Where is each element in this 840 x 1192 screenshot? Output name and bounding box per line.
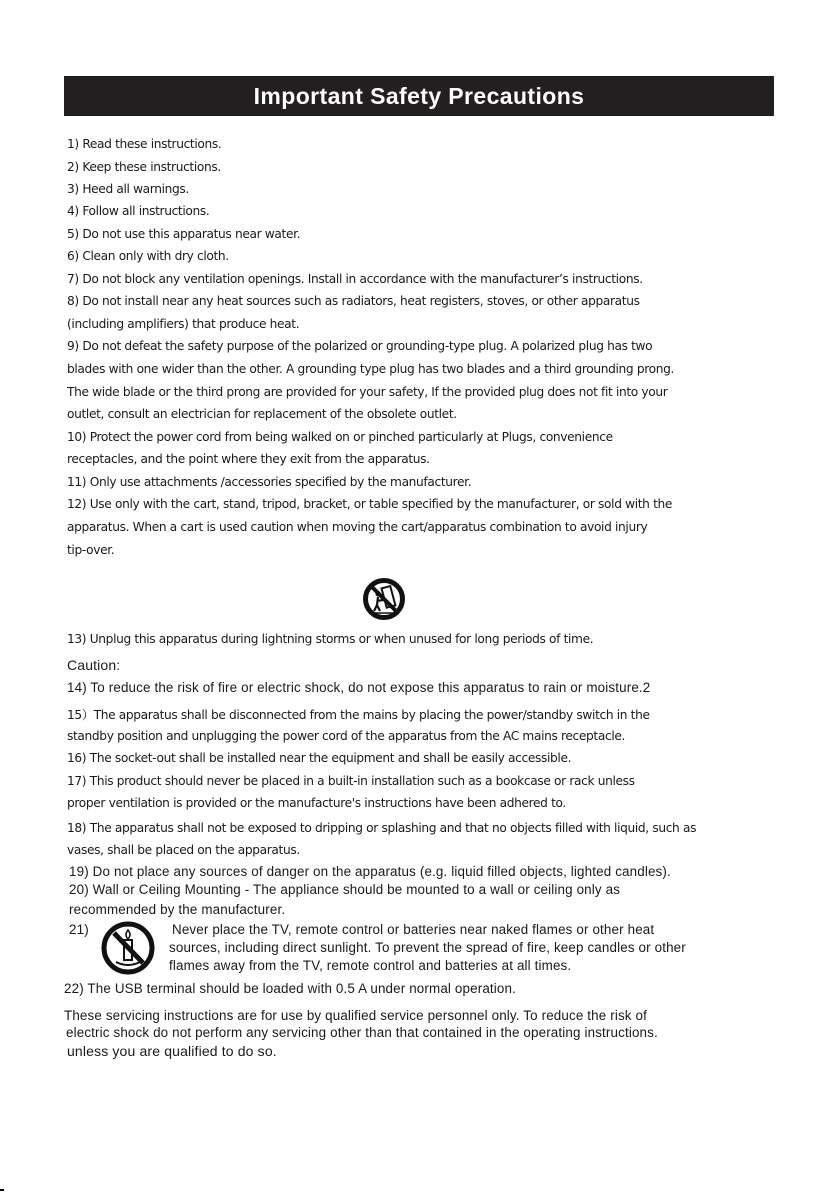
- list-item: Never place the TV, remote control or batteries near naked flames or other heat: [172, 922, 655, 937]
- page-corner-mark: [0, 1189, 4, 1191]
- list-item: 5) Do not use this apparatus near water.: [67, 227, 301, 241]
- no-cart-tipover-icon: [362, 577, 406, 621]
- no-candle-flame-icon: [100, 920, 156, 976]
- list-item: 1) Read these instructions.: [67, 137, 222, 151]
- list-item: tip-over.: [67, 543, 115, 557]
- list-item: 11) Only use attachments /accessories specified by the manufacturer.: [67, 475, 472, 489]
- list-item: outlet, consult an electrician for replacement of the obsolete outlet.: [67, 407, 457, 421]
- list-item: 19) Do not place any sources of danger on the apparatus (e.g. liquid filled objects, lighted candles).: [69, 864, 671, 879]
- servicing-note: unless you are qualified to do so.: [67, 1043, 277, 1059]
- list-item: 13) Unplug this apparatus during lightning storms or when unused for long periods of time.: [67, 632, 594, 646]
- list-item: 9) Do not defeat the safety purpose of the polarized or grounding-type plug. A polarized plug has two: [67, 339, 653, 353]
- list-item: 2) Keep these instructions.: [67, 160, 221, 174]
- list-item: vases, shall be placed on the apparatus.: [67, 843, 300, 857]
- header-bar: [64, 76, 774, 116]
- caution-label: Caution:: [67, 657, 121, 673]
- list-item: 4) Follow all instructions.: [67, 204, 210, 218]
- list-item: 6) Clean only with dry cloth.: [67, 249, 229, 263]
- page-title: Important Safety Precautions: [253, 82, 585, 109]
- list-item: 17) This product should never be placed in a built-in installation such as a bookcase or rack unless: [67, 774, 635, 788]
- list-item: The wide blade or the third prong are provided for your safety, If the provided plug does not fit into your: [67, 385, 668, 399]
- list-item: 18) The apparatus shall not be exposed to dripping or splashing and that no objects filled with liquid, such as: [67, 821, 697, 835]
- list-item: 10) Protect the power cord from being walked on or pinched particularly at Plugs, convenience: [67, 430, 613, 444]
- list-item: 15）The apparatus shall be disconnected from the mains by placing the power/standby switch in the: [67, 708, 650, 722]
- servicing-note: electric shock do not perform any servicing other than that contained in the operating instructions.: [66, 1025, 658, 1040]
- list-item: proper ventilation is provided or the manufacture's instructions have been adhered to.: [67, 796, 566, 810]
- list-item: blades with one wider than the other. A grounding type plug has two blades and a third grounding prong.: [67, 362, 675, 376]
- list-item: 12) Use only with the cart, stand, tripod, bracket, or table specified by the manufacturer, or sold with the: [67, 497, 673, 511]
- item-21-number: 21): [69, 922, 89, 937]
- list-item: 7) Do not block any ventilation openings. Install in accordance with the manufacturer’s instructions.: [67, 272, 643, 286]
- list-item: 8) Do not install near any heat sources such as radiators, heat registers, stoves, or other apparatus: [67, 294, 640, 308]
- list-item: 20) Wall or Ceiling Mounting - The appliance should be mounted to a wall or ceiling only as: [69, 882, 621, 897]
- list-item: 3) Heed all warnings.: [67, 182, 189, 196]
- list-item: sources, including direct sunlight. To prevent the spread of fire, keep candles or other: [169, 940, 686, 955]
- list-item: recommended by the manufacturer.: [69, 902, 286, 917]
- list-item: 16) The socket-out shall be installed near the equipment and shall be easily accessible.: [67, 751, 572, 765]
- list-item: flames away from the TV, remote control and batteries at all times.: [169, 958, 572, 973]
- list-item: receptacles, and the point where they exit from the apparatus.: [67, 452, 430, 466]
- list-item: apparatus. When a cart is used caution when moving the cart/apparatus combination to avoid injury: [67, 520, 648, 534]
- list-item: 22) The USB terminal should be loaded with 0.5 A under normal operation.: [64, 981, 516, 996]
- list-item: 14) To reduce the risk of fire or electric shock, do not expose this apparatus to rain or moisture.2: [67, 680, 651, 695]
- list-item: (including amplifiers) that produce heat.: [67, 317, 300, 331]
- list-item: standby position and unplugging the power cord of the apparatus from the AC mains receptacle.: [67, 729, 626, 743]
- servicing-note: These servicing instructions are for use by qualified service personnel only. To reduce the risk of: [64, 1008, 647, 1023]
